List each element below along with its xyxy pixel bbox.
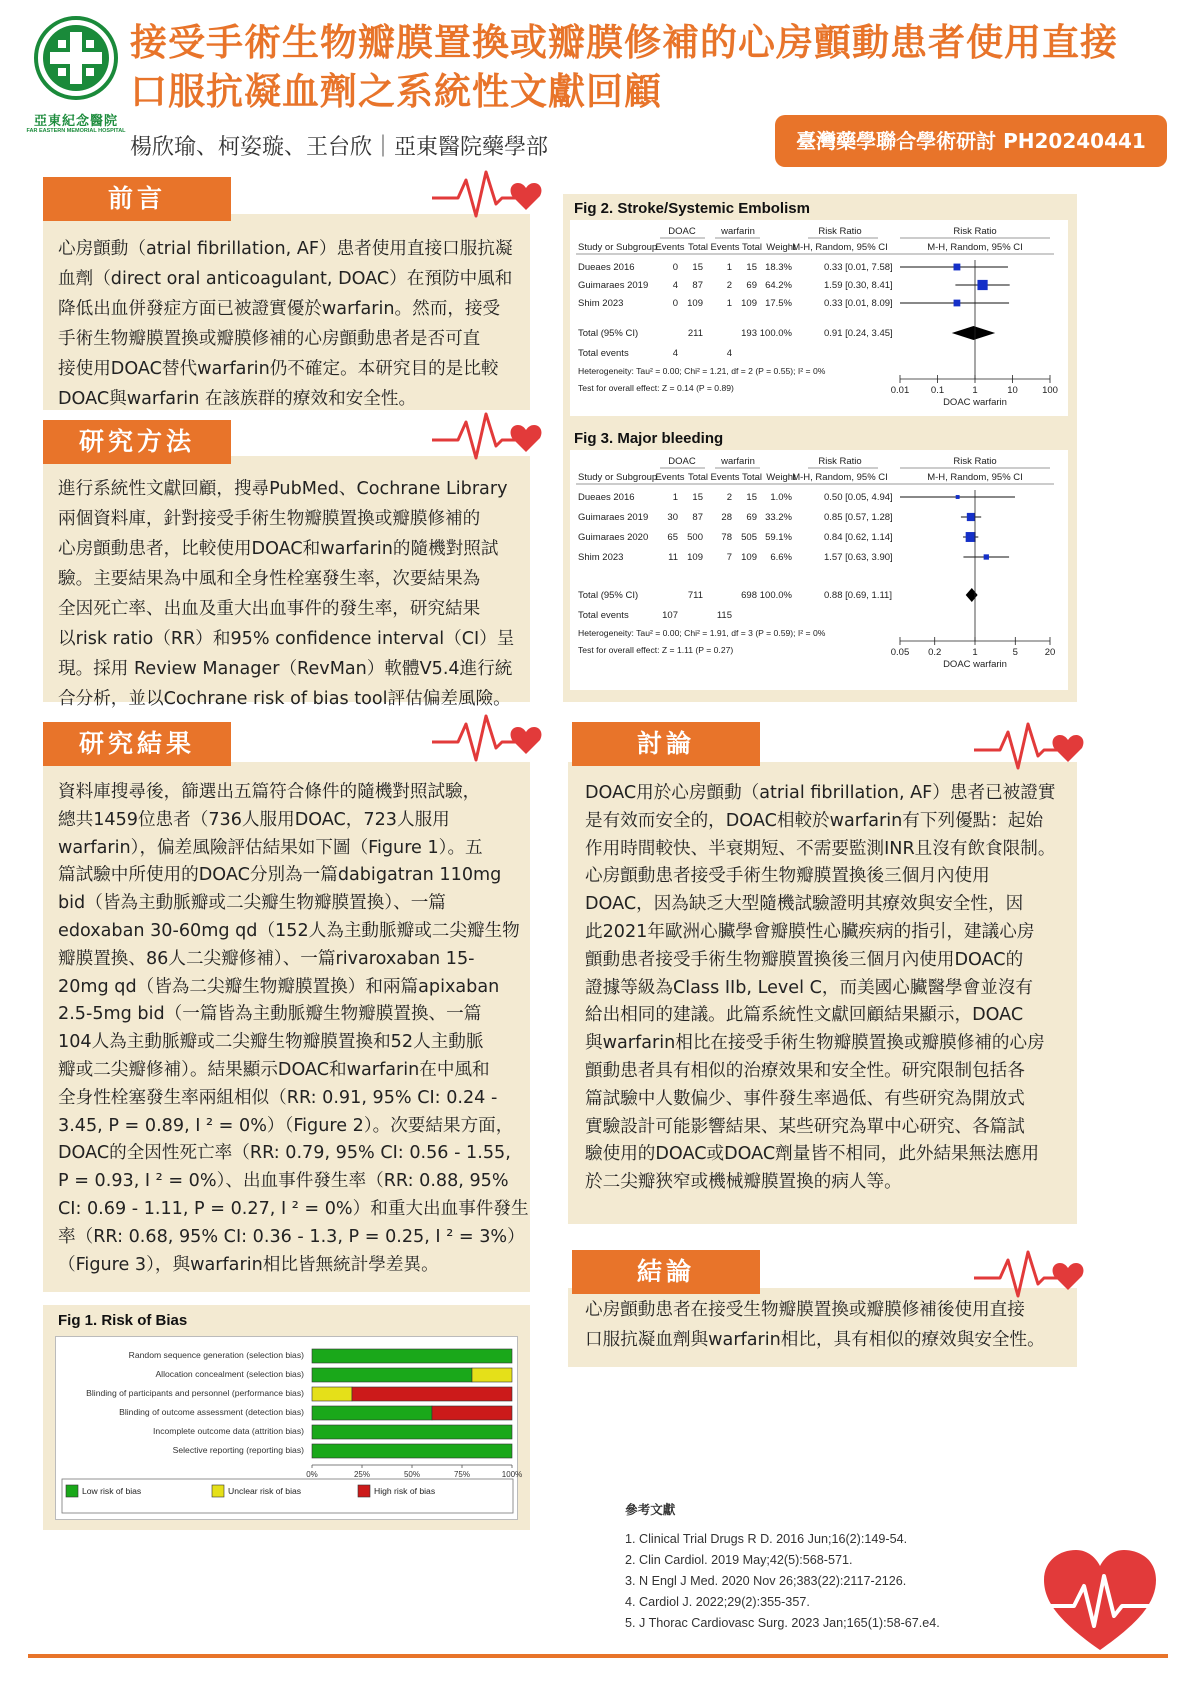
fig1-chart-area (55, 1336, 523, 1520)
forest-doac-total: 109 (687, 552, 703, 563)
fig2-title: Fig 2. Stroke/Systemic Embolism (574, 200, 810, 217)
forest-axis-tick-label: 100 (1042, 385, 1058, 396)
intro-line: 手術生物瓣膜置換或瓣膜修補的心房顫動患者是否可直 (58, 329, 481, 349)
forest-overall-effect: Test for overall effect: Z = 0.14 (P = 0.89) (578, 383, 734, 393)
forest-weight: 6.6% (770, 552, 792, 563)
methods-line: 進行系統性文獻回顧，搜尋PubMed、Cochrane Library (58, 479, 508, 499)
forest-ci-text: 0.84 [0.62, 1.14] (824, 532, 893, 543)
forest-study-name: Shim 2023 (578, 298, 624, 309)
forest-header-group: warfarin (721, 226, 755, 237)
bias-domain-label: Blinding of participants and personnel (performance bias) (86, 1388, 304, 1398)
forest-column-header: Events (710, 472, 740, 483)
forest-column-header: Events (655, 242, 685, 253)
forest-heterogeneity: Heterogeneity: Tau² = 0.00; Chi² = 1.21, df = 2 (P = 0.55); I² = 0% (578, 366, 826, 376)
bias-bar-unclear (312, 1387, 352, 1401)
bias-bar-low (312, 1368, 472, 1382)
intro-text (58, 234, 516, 414)
authors: 楊欣瑜、柯姿璇、王台欣｜亞東醫院藥學部 (130, 135, 549, 160)
forest-total-doac: 711 (687, 590, 703, 601)
forest-total-warfarin: 193 (741, 328, 757, 339)
bias-domain-label: Random sequence generation (selection bias) (128, 1350, 304, 1360)
heartbeat-icon (430, 158, 550, 228)
methods-line: 以risk ratio（RR）和95% confidence interval（CI）呈 (58, 629, 515, 649)
forest-total-label: Total (95% CI) (578, 328, 639, 339)
methods-line: 全因死亡率、出血及重大出血事件的發生率，研究結果 (58, 599, 481, 619)
forest-doac-events: 65 (667, 532, 678, 543)
forest-doac-events: 11 (668, 552, 678, 563)
bottom-divider (28, 1654, 1168, 1658)
forest-column-header: Weight (766, 472, 796, 483)
forest-ci-text: 0.33 [0.01, 8.09] (824, 298, 893, 309)
forest-doac-total: 87 (692, 280, 703, 291)
reference-item: 5. J Thorac Cardiovasc Surg. 2023 Jan;165(1):58-67.e4. (625, 1616, 940, 1630)
forest-point-estimate (954, 300, 961, 307)
reference-item: 2. Clin Cardiol. 2019 May;42(5):568-571. (625, 1553, 853, 1567)
forest-axis-direction-label: DOAC warfarin (943, 659, 1007, 670)
forest-doac-total: 87 (692, 512, 703, 523)
bias-bar-low (312, 1406, 432, 1420)
forest-column-header: M-H, Random, 95% CI (927, 242, 1023, 253)
discussion-line: 篇試驗中人數偏少、事件發生率過低、有些研究為開放式 (585, 1088, 1025, 1109)
poster-title (130, 18, 1180, 116)
forest-total-events-doac: 107 (662, 610, 678, 621)
title-line-2: 口服抗凝血劑之系統性文獻回顧 (130, 70, 662, 113)
bias-legend-swatch (212, 1485, 224, 1497)
forest-column-header: Weight (766, 242, 796, 253)
methods-text (58, 474, 516, 714)
forest-ci-text: 1.59 [0.30, 8.41] (824, 280, 893, 291)
forest-header-group: DOAC (668, 456, 696, 467)
bias-domain-label: Incomplete outcome data (attrition bias) (153, 1426, 304, 1436)
forest-warfarin-total: 69 (746, 280, 757, 291)
forest-weight: 64.2% (765, 280, 792, 291)
forest-doac-events: 30 (667, 512, 678, 523)
bias-legend-swatch (66, 1485, 78, 1497)
results-line: 2.5-5mg bid（一篇皆為主動脈瓣生物瓣膜置換、一篇 (58, 1004, 482, 1025)
results-line: 瓣或二尖瓣修補）。結果顯示DOAC和warfarin在中風和 (58, 1059, 490, 1080)
discussion-line: 顫動患者具有相似的治療效果和安全性。研究限制包括各 (585, 1060, 1025, 1081)
forest-total-events-doac: 4 (672, 348, 678, 359)
methods-line: 合分析，並以Cochrane risk of bias tool評估偏差風險。 (58, 689, 511, 709)
forest-study-name: Guimaraes 2019 (578, 512, 649, 523)
bias-axis-tick-label: 75% (453, 1470, 471, 1479)
results-line: 篇試驗中所使用的DOAC分別為一篇dabigatran 110mg (58, 865, 502, 886)
heartbeat-icon (430, 400, 550, 470)
results-line: 率（RR: 0.68, 95% CI: 0.36 - 1.3, P = 0.25, I ² = 3%） (58, 1226, 525, 1247)
forest-warfarin-total: 109 (741, 552, 757, 563)
results-line: 全身性栓塞發生率兩組相似（RR: 0.91, 95% CI: 0.24 - (58, 1087, 498, 1108)
intro-line: DOAC與warfarin 在該族群的療效和安全性。 (58, 389, 417, 409)
intro-line: 接使用DOAC替代warfarin仍不確定。本研究目的是比較 (58, 359, 499, 379)
reference-item: 4. Cardiol J. 2022;29(2):355-357. (625, 1595, 810, 1609)
forest-total-warfarin: 698 (741, 590, 757, 601)
forest-total-events-label: Total events (578, 348, 629, 359)
bias-axis-tick-label: 0% (306, 1470, 318, 1479)
hospital-logo (26, 16, 126, 136)
bias-bar-low (312, 1425, 512, 1439)
forest-point-estimate (967, 513, 975, 521)
intro-line: 降低出血併發症方面已被證實優於warfarin。然而，接受 (58, 299, 501, 319)
results-line: 資料庫搜尋後，篩選出五篇符合條件的隨機對照試驗， (58, 782, 481, 802)
results-line: 104人為主動脈瓣或二尖瓣生物瓣膜置換和52人主動脈 (58, 1032, 484, 1053)
bias-domain-label: Allocation concealment (selection bias) (155, 1369, 304, 1379)
forest-column-header: M-H, Random, 95% CI (927, 472, 1023, 483)
forest-warfarin-events: 7 (726, 552, 732, 563)
discussion-line: 證據等級為Class IIb, Level C，而美國心臟醫學會並沒有 (585, 977, 1034, 998)
fig2-chart-area (570, 220, 1068, 416)
results-line: CI: 0.69 - 1.11, P = 0.27, I ² = 0%）和重大出血事件發生 (58, 1198, 529, 1219)
forest-column-header: Study or Subgroup (578, 242, 658, 253)
risk-of-bias-chart (56, 1337, 523, 1521)
bias-bar-low (312, 1444, 512, 1458)
forest-warfarin-total: 109 (741, 298, 757, 309)
forest-header-group: Risk Ratio (953, 226, 997, 237)
discussion-line: 給出相同的建議。此篇系統性文獻回顧結果顯示，DOAC (585, 1005, 1024, 1026)
forest-column-header: M-H, Random, 95% CI (792, 242, 888, 253)
results-line: 瓣膜置換、86人二尖瓣修補）、一篇rivaroxaban 15- (58, 948, 475, 969)
bias-legend-label: Low risk of bias (82, 1486, 142, 1496)
intro-line: 血劑（direct oral anticoagulant, DOAC）在預防中風和 (58, 269, 513, 289)
forest-weight: 33.2% (765, 512, 792, 523)
forest-weight: 17.5% (765, 298, 792, 309)
forest-study-name: Guimaraes 2020 (578, 532, 649, 543)
reference-item: 3. N Engl J Med. 2020 Nov 26;383(22):2117-2126. (625, 1574, 907, 1588)
forest-column-header: Study or Subgroup (578, 472, 658, 483)
forest-column-header: M-H, Random, 95% CI (792, 472, 888, 483)
bias-axis-tick-label: 25% (353, 1470, 371, 1479)
forest-overall-effect: Test for overall effect: Z = 1.11 (P = 0.27) (578, 645, 734, 655)
forest-axis-tick-label: 0.2 (928, 647, 942, 658)
forest-point-estimate (956, 495, 960, 499)
forest-point-estimate (966, 532, 976, 542)
forest-ci-text: 0.85 [0.57, 1.28] (824, 512, 893, 523)
forest-doac-total: 15 (692, 492, 703, 503)
results-line: DOAC的全因性死亡率（RR: 0.79, 95% CI: 0.56 - 1.55, (58, 1143, 511, 1164)
forest-axis-tick-label: 5 (1012, 647, 1018, 658)
bias-bar-low (312, 1349, 512, 1363)
forest-heterogeneity: Heterogeneity: Tau² = 0.00; Chi² = 1.91, df = 3 (P = 0.59); I² = 0% (578, 628, 826, 638)
fig1-title: Fig 1. Risk of Bias (58, 1312, 188, 1329)
bias-bar-high (432, 1406, 512, 1420)
forest-doac-events: 0 (672, 262, 678, 273)
forest-point-estimate (954, 264, 961, 271)
methods-line: 驗。主要結果為中風和全身性栓塞發生率，次要結果為 (58, 569, 481, 589)
forest-axis-tick-label: 0.01 (890, 385, 910, 396)
forest-warfarin-total: 69 (746, 512, 757, 523)
stroke-forest-plot (570, 220, 1068, 416)
forest-total-events-label: Total events (578, 610, 629, 621)
forest-warfarin-events: 1 (726, 298, 732, 309)
forest-warfarin-events: 28 (721, 512, 732, 523)
discussion-line: 於二尖瓣狹窄或機械瓣膜置換的病人等。 (585, 1172, 902, 1193)
bias-axis-tick-label: 50% (403, 1470, 421, 1479)
forest-doac-events: 0 (672, 298, 678, 309)
forest-header-group: Risk Ratio (818, 456, 862, 467)
reference-item: 1. Clinical Trial Drugs R D. 2016 Jun;16(2):149-54. (625, 1532, 908, 1546)
poster-header (0, 0, 1191, 165)
intro-line: 心房顫動（atrial fibrillation, AF）患者使用直接口服抗凝 (58, 239, 513, 259)
discussion-heading: 討論 (572, 722, 760, 766)
conclusion-text (585, 1295, 1065, 1355)
forest-ci-text: 0.33 [0.01, 7.58] (824, 262, 893, 273)
forest-weight: 59.1% (765, 532, 792, 543)
title-line-1: 接受手術生物瓣膜置換或瓣膜修補的心房顫動患者使用直接 (130, 21, 1118, 64)
forest-axis-tick-label: 0.05 (890, 647, 910, 658)
methods-line: 心房顫動患者，比較使用DOAC和warfarin的隨機對照試 (58, 539, 499, 559)
forest-warfarin-total: 505 (741, 532, 757, 543)
forest-warfarin-events: 2 (726, 280, 732, 291)
cross-logo-icon (34, 16, 118, 100)
discussion-line: DOAC用於心房顫動（atrial fibrillation, AF）患者已被證實 (585, 783, 1056, 803)
forest-column-header: Total (741, 472, 763, 483)
fig3-title: Fig 3. Major bleeding (574, 430, 724, 447)
conclusion-line: 口服抗凝血劑與warfarin相比，具有相似的療效與安全性。 (585, 1330, 1045, 1350)
forest-warfarin-events: 78 (721, 532, 732, 543)
forest-column-header: Total (741, 242, 763, 253)
conference-badge: 臺灣藥學聯合學術研討 PH20240441 (775, 115, 1167, 167)
forest-doac-total: 109 (687, 298, 703, 309)
forest-ci-text: 0.50 [0.05, 4.94] (824, 492, 893, 503)
forest-ci-text: 1.57 [0.63, 3.90] (824, 552, 893, 563)
bleeding-forest-plot (570, 450, 1068, 690)
forest-warfarin-total: 15 (746, 262, 757, 273)
results-line: edoxaban 30-60mg qd（152人為主動脈瓣或二尖瓣生物 (58, 920, 520, 941)
discussion-line: 此2021年歐洲心臟學會瓣膜性心臟疾病的指引，建議心房 (585, 921, 1035, 942)
forest-weight: 18.3% (765, 262, 792, 273)
bias-domain-label: Blinding of outcome assessment (detection bias) (119, 1407, 304, 1417)
bias-bar-unclear (472, 1368, 512, 1382)
references-heading: 參考文獻 (625, 1503, 676, 1517)
discussion-line: 實驗設計可能影響結果、某些研究為單中心研究、各篇試 (585, 1116, 1025, 1137)
bias-legend-swatch (358, 1485, 370, 1497)
forest-column-header: Total (687, 472, 709, 483)
forest-axis-tick-label: 10 (1007, 385, 1018, 396)
forest-study-name: Shim 2023 (578, 552, 624, 563)
conclusion-heading: 結論 (572, 1250, 760, 1294)
forest-axis-tick-label: 20 (1044, 647, 1056, 658)
forest-doac-total: 15 (692, 262, 703, 273)
results-line: 3.45, P = 0.89, I ² = 0%）（Figure 2）。次要結果方面， (58, 1115, 514, 1136)
results-line: 總共1459位患者（736人服用DOAC，723人服用 (58, 809, 450, 830)
methods-line: 兩個資料庫，針對接受手術生物瓣膜置換或瓣膜修補的 (58, 509, 481, 529)
forest-point-estimate (977, 280, 987, 290)
forest-axis-tick-label: 1 (972, 647, 978, 658)
intro-heading: 前言 (43, 177, 231, 221)
discussion-line: DOAC，因為缺乏大型隨機試驗證明其療效與安全性，因 (585, 894, 1024, 915)
forest-total-weight: 100.0% (759, 590, 792, 601)
forest-pooled-diamond (966, 588, 978, 602)
bias-legend-label: Unclear risk of bias (228, 1486, 302, 1496)
discussion-text (585, 780, 1065, 1197)
forest-axis-direction-label: DOAC warfarin (943, 397, 1007, 408)
methods-line: 現。採用 Review Manager（RevMan）軟體V5.4進行統 (58, 659, 513, 679)
forest-doac-total: 500 (687, 532, 703, 543)
forest-column-header: Total (687, 242, 709, 253)
results-line: 20mg qd（皆為二尖瓣生物瓣膜置換）和兩篇apixaban (58, 976, 500, 997)
forest-header-group: Risk Ratio (818, 226, 862, 237)
discussion-line: 顫動患者接受手術生物瓣膜置換後三個月內使用DOAC的 (585, 949, 1024, 970)
bias-domain-label: Selective reporting (reporting bias) (172, 1445, 304, 1455)
bias-bar-high (352, 1387, 512, 1401)
bias-axis-tick-label: 100% (501, 1470, 523, 1479)
bias-legend-box (62, 1479, 513, 1513)
results-line: （Figure 3），與warfarin相比皆無統計學差異。 (58, 1254, 439, 1275)
discussion-line: 心房顫動患者接受手術生物瓣膜置換後三個月內使用 (585, 866, 990, 887)
forest-header-group: DOAC (668, 226, 696, 237)
forest-header-group: warfarin (721, 456, 755, 467)
forest-header-group: Risk Ratio (953, 456, 997, 467)
forest-warfarin-events: 2 (726, 492, 732, 503)
heart-icon (1040, 1546, 1160, 1656)
forest-total-doac: 211 (687, 328, 703, 339)
forest-study-name: Guimaraes 2019 (578, 280, 649, 291)
forest-axis-tick-label: 0.1 (930, 385, 945, 396)
forest-total-weight: 100.0% (759, 328, 792, 339)
forest-total-label: Total (95% CI) (578, 590, 639, 601)
methods-heading: 研究方法 (43, 420, 231, 464)
heartbeat-icon (430, 702, 550, 772)
conclusion-line: 心房顫動患者在接受生物瓣膜置換或瓣膜修補後使用直接 (585, 1300, 1025, 1320)
forest-total-ci: 0.88 [0.69, 1.11] (824, 590, 892, 601)
forest-total-events-warfarin: 115 (716, 610, 732, 621)
forest-total-events-warfarin: 4 (726, 348, 732, 359)
forest-study-name: Dueaes 2016 (578, 262, 635, 273)
results-heading: 研究結果 (43, 722, 231, 766)
discussion-line: 作用時間較快、半衰期短、不需要監測INR且沒有飲食限制。 (585, 838, 1056, 859)
bias-legend-label: High risk of bias (374, 1486, 436, 1496)
forest-column-header: Events (710, 242, 740, 253)
discussion-line: 是有效而安全的，DOAC相較於warfarin有下列優點：起始 (585, 810, 1044, 831)
forest-total-ci: 0.91 [0.24, 3.45] (824, 328, 893, 339)
forest-study-name: Dueaes 2016 (578, 492, 635, 503)
results-text (58, 779, 529, 1279)
results-line: bid（皆為主動脈瓣或二尖瓣生物瓣膜置換）、一篇 (58, 893, 446, 914)
logo-english-name: FAR EASTERN MEMORIAL HOSPITAL (26, 128, 126, 134)
heartbeat-icon (972, 710, 1092, 780)
forest-weight: 1.0% (770, 492, 792, 503)
fig3-chart-area (570, 450, 1068, 690)
forest-warfarin-total: 15 (746, 492, 757, 503)
forest-column-header: Events (655, 472, 685, 483)
logo-chinese-name: 亞東紀念醫院 (33, 114, 118, 129)
discussion-line: 與warfarin相比在接受手術生物瓣膜置換或瓣膜修補的心房 (585, 1033, 1045, 1054)
discussion-line: 驗使用的DOAC或DOAC劑量皆不相同，此外結果無法應用 (585, 1144, 1040, 1165)
forest-doac-events: 1 (672, 492, 678, 503)
results-line: P = 0.93, I ² = 0%）、出血事件發生率（RR: 0.88, 95% (58, 1171, 509, 1192)
forest-axis-tick-label: 1 (972, 385, 978, 396)
forest-pooled-diamond (952, 326, 995, 340)
forest-doac-events: 4 (672, 280, 678, 291)
forest-warfarin-events: 1 (726, 262, 732, 273)
results-line: warfarin），偏差風險評估結果如下圖（Figure 1）。五 (58, 837, 483, 858)
forest-point-estimate (984, 554, 989, 559)
